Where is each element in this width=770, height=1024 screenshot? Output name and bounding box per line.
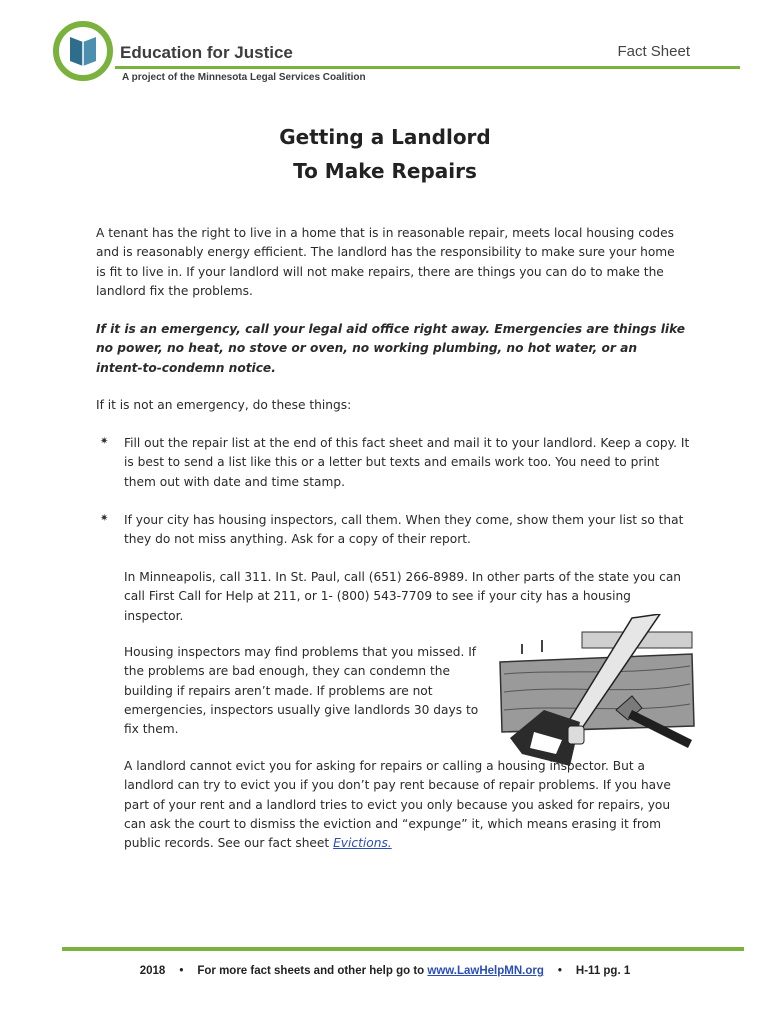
page-footer [0,965,770,977]
footer-separator: • [179,965,184,977]
title-line-2: To Make Repairs [293,159,477,183]
bullet-marker: ✷ [100,436,109,447]
evictions-link[interactable]: Evictions. [333,836,392,851]
title-line-1: Getting a Landlord [279,125,491,149]
bullet-item-housing-inspectors: If your city has housing inspectors, call them. When they come, show them your list so that they do not miss anything. Ask for a copy of their report. [124,513,684,547]
footer-page-number: H-11 pg. 1 [575,965,631,977]
page-header [0,0,770,100]
emergency-paragraph: If it is an emergency, call your legal aid office right away. Emergencies are things like no power, no heat, no stove or oven, no working plumbing, no hot water, or an intent-to-condemn notice. [96,322,686,375]
brand-tagline: A project of the Minnesota Legal Services Coalition [122,72,366,83]
header-divider [115,66,740,69]
eviction-text: A landlord cannot evict you for asking for repairs or calling a housing inspector. But a landlord can try to evict you if you don’t pay rent because of repair problems. If you have part of your rent and a landlord tries to evict you only because you asked for repairs, you can ask the court to dismiss the eviction and “expunge” it, which means erasing it from public records. See our fact sheet [124,759,671,851]
footer-text: For more fact sheets and other help go to [197,965,428,977]
open-book-icon [52,20,114,82]
inspectors-paragraph: Housing inspectors may find problems that you missed. If the problems are bad enough, they can condemn the building if repairs aren’t made. If problems are not emergencies, inspectors usually give landlords 30 days to fix them. [124,645,479,737]
eviction-paragraph [124,757,684,853]
saw-hammer-lumber-icon [482,614,697,774]
intro-paragraph: A tenant has the right to live in a home that is in reasonable repair, meets local housing codes and is reasonably energy efficient. The landlord has the responsibility to make sure your home is fit to live in. If your landlord will not make repairs, there are things you can do to make the landlord fix the problems. [96,226,675,298]
footer-year: 2018 [139,965,166,977]
minneapolis-paragraph: In Minneapolis, call 311. In St. Paul, call (651) 266-8989. In other parts of the state you can call First Call for Help at 211, or 1- (800) 543-7709 to see if your city has a housing inspector. [124,570,682,623]
footer-separator: • [557,965,562,977]
bullet-marker: ✷ [100,513,109,524]
doc-type-label: Fact Sheet [617,43,690,60]
brand-title: Education for Justice [120,43,293,62]
bullet-item-repair-list: Fill out the repair list at the end of this fact sheet and mail it to your landlord. Keep a copy. It is best to send a list like this or a letter but texts and emails work too. You need to print them out with date and time stamp. [124,436,690,489]
lawhelpmn-link[interactable]: www.LawHelpMN.org [427,965,544,977]
footer-divider [62,947,744,951]
page-title [0,120,770,188]
not-emergency-paragraph: If it is not an emergency, do these things: [96,398,352,412]
